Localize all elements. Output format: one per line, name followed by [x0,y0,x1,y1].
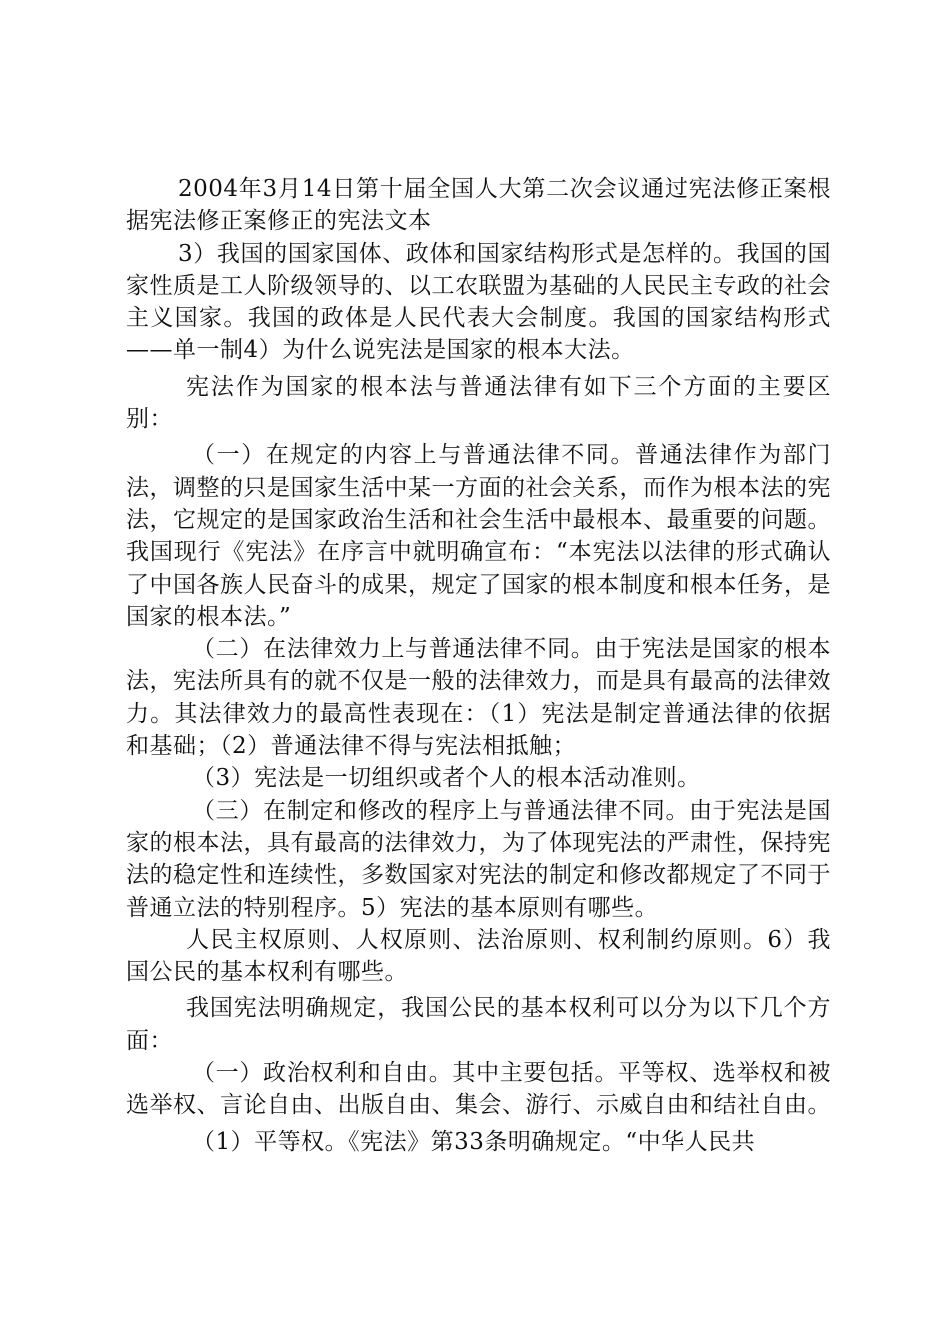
paragraph-procedure-difference: （三）在制定和修改的程序上与普通法律不同。由于宪法是国家的根本法，具有最高的法律效力，为了体现宪法的严肃性，保持宪法的稳定性和连续性，多数国家对宪法的制定和修改都规定了不同于普通立法的特别程序。5）宪法的基本原则有哪些。 [126,797,831,921]
paragraph-state-system: 3）我国的国家国体、政体和国家结构形式是怎样的。我国的国家性质是工人阶级领导的、以工农联盟为基础的人民民主专政的社会主义国家。我国的政体是人民代表大会制度。我国的国家结构形式——单一制4）为什么说宪法是国家的根本大法。 [126,240,831,364]
paragraph-basic-rights-intro: 我国宪法明确规定，我国公民的基本权利可以分为以下几个方面： [126,995,831,1054]
paragraph-equality-right: （1）平等权。《宪法》第33条明确规定。“中华人民共 [192,1128,756,1155]
paragraph-basic-principles: 人民主权原则、人权原则、法治原则、权利制约原则。6）我国公民的基本权利有哪些。 [126,926,831,986]
paragraph-political-rights: （一）政治权利和自由。其中主要包括。平等权、选举权和被选举权、言论自由、出版自由、集会、游行、示威自由和结社自由。 [126,1060,831,1119]
paragraph-content-difference: （一）在规定的内容上与普通法律不同。普通法律作为部门法，调整的只是国家生活中某一方面的社会关系，而作为根本法的宪法，它规定的是国家政治生活和社会生活中最根本、最重要的问题。我国现行《宪法》在序言中就明确宣布：“本宪法以法律的形式确认了中国各族人民奋斗的成果，规定了国家的根本制度和根本任务，是国家的根本法。” [126,442,831,630]
paragraph-legal-effect-difference: （二）在法律效力上与普通法律不同。由于宪法是国家的根本法，宪法所具有的就不仅是一般的法律效力，而是具有最高的法律效力。其法律效力的最高性表现在：（1）宪法是制定普通法律的依据和基础；（2）普通法律不得与宪法相抵触； [126,636,831,760]
paragraph-amendment-note: 2004年3月14日第十届全国人大第二次会议通过宪法修正案根据宪法修正案修正的宪法文本 [126,176,831,235]
paragraph-activity-norm: （3）宪法是一切组织或者个人的根本活动准则。 [192,765,701,792]
paragraph-fundamental-law-intro: 宪法作为国家的根本法与普通法律有如下三个方面的主要区别： [126,373,831,433]
document-body [126,173,831,1158]
